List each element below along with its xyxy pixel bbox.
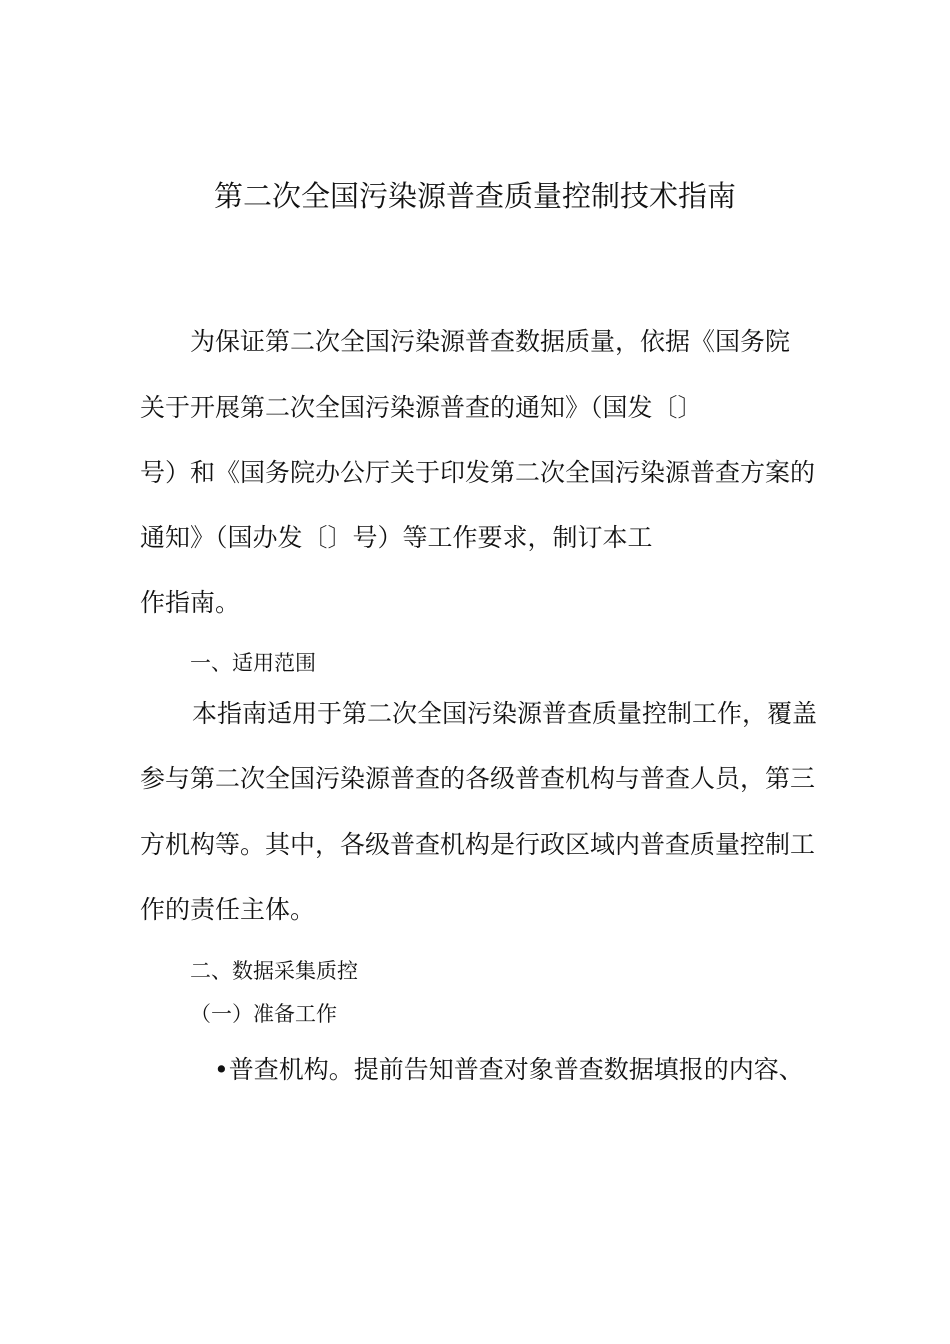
section-1-line-4: 作的责任主体。 <box>140 895 316 924</box>
intro-line-3: 号）和《国务院办公厅关于印发第二次全国污染源普查方案的 <box>140 458 816 487</box>
section-2-subheading: （一）准备工作 <box>190 1002 337 1026</box>
section-1-line-1: 本指南适用于第二次全国污染源普查质量控制工作，覆盖 <box>192 699 818 728</box>
section-1-heading: 一、适用范围 <box>190 651 316 675</box>
section-2-bullet: •普查机构。提前告知普查对象普查数据填报的内容、 <box>214 1055 804 1084</box>
section-2-heading: 二、数据采集质控 <box>190 959 358 983</box>
section-1-line-2: 参与第二次全国污染源普查的各级普查机构与普查人员，第三 <box>140 764 816 793</box>
document-title: 第二次全国污染源普查质量控制技术指南 <box>213 179 736 213</box>
section-1-line-3: 方机构等。其中，各级普查机构是行政区域内普查质量控制工 <box>140 830 816 859</box>
intro-line-1: 为保证第二次全国污染源普查数据质量，依据《国务院 <box>190 327 791 356</box>
intro-line-2: 关于开展第二次全国污染源普查的通知》（国发〔〕 <box>140 393 703 422</box>
intro-line-4: 通知》（国办发〔〕号）等工作要求，制订本工 <box>140 523 653 552</box>
intro-line-5: 作指南。 <box>140 588 241 617</box>
